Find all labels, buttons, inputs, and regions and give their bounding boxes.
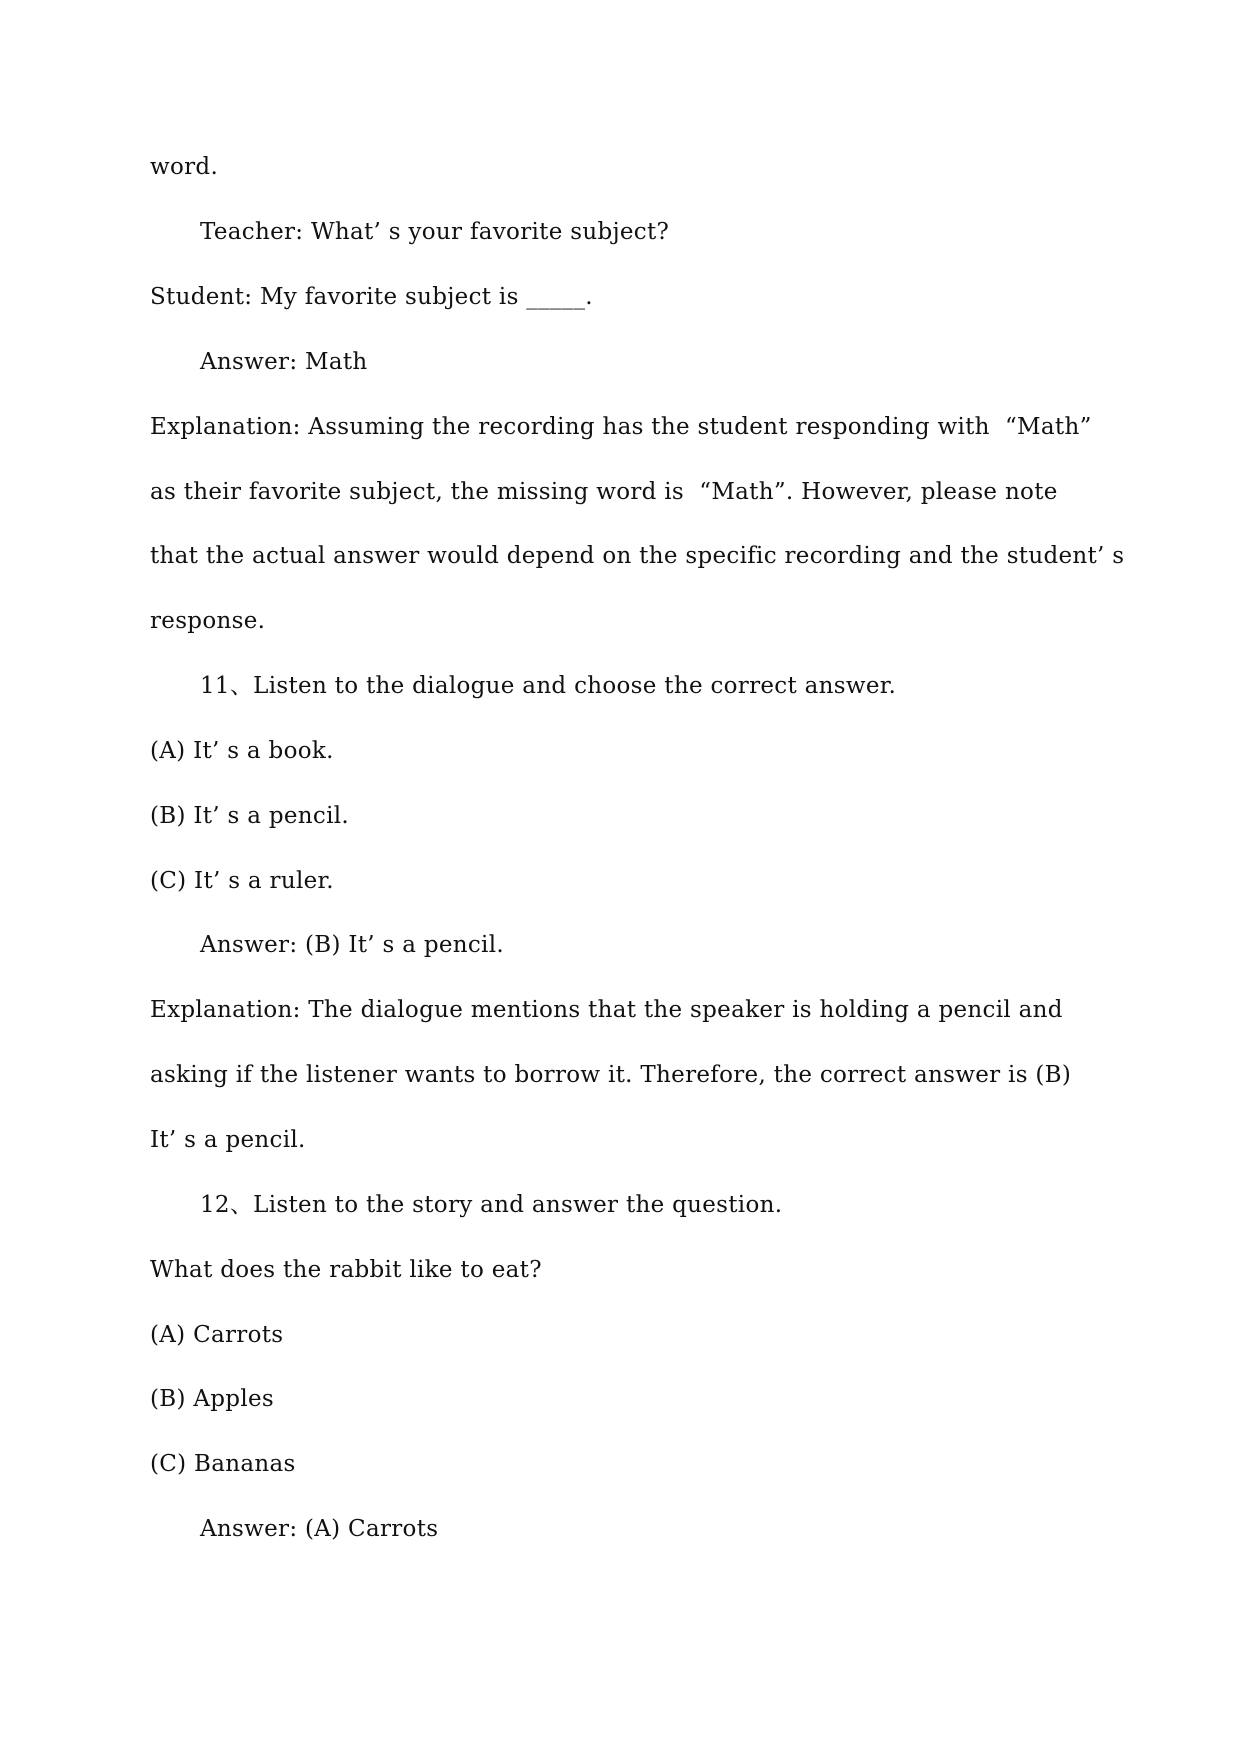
explanation-line: Explanation: Assuming the recording has the student responding with “Math” (150, 414, 1092, 440)
question-11-prompt: 11、Listen to the dialogue and choose the correct answer. (200, 673, 897, 699)
question-11-answer: Answer: (B) It’ s a pencil. (200, 932, 504, 958)
question-11-explanation: Explanation: The dialogue mentions that the speaker is holding a pencil and (150, 997, 1063, 1023)
question-12-option-c: (C) Bananas (150, 1451, 296, 1477)
answer-line: Answer: Math (200, 349, 368, 375)
explanation-line: that the actual answer would depend on the specific recording and the student’ s (150, 543, 1125, 569)
question-11-option-a: (A) It’ s a book. (150, 738, 334, 764)
question-12-option-a: (A) Carrots (150, 1322, 284, 1348)
text-line: word. (150, 154, 219, 180)
explanation-line: as their favorite subject, the missing word is “Math”. However, please note (150, 479, 1058, 505)
dialogue-teacher-line: Teacher: What’ s your favorite subject? (200, 219, 670, 245)
question-11-explanation: It’ s a pencil. (150, 1127, 306, 1153)
question-12-question: What does the rabbit like to eat? (150, 1257, 542, 1283)
question-11-option-c: (C) It’ s a ruler. (150, 868, 334, 894)
question-12-answer: Answer: (A) Carrots (200, 1516, 439, 1542)
question-12-prompt: 12、Listen to the story and answer the question. (200, 1192, 783, 1218)
explanation-line: response. (150, 608, 266, 634)
question-11-explanation: asking if the listener wants to borrow it. Therefore, the correct answer is (B) (150, 1062, 1072, 1088)
dialogue-student-line: Student: My favorite subject is _____. (150, 284, 593, 310)
question-12-option-b: (B) Apples (150, 1386, 274, 1412)
question-11-option-b: (B) It’ s a pencil. (150, 803, 349, 829)
